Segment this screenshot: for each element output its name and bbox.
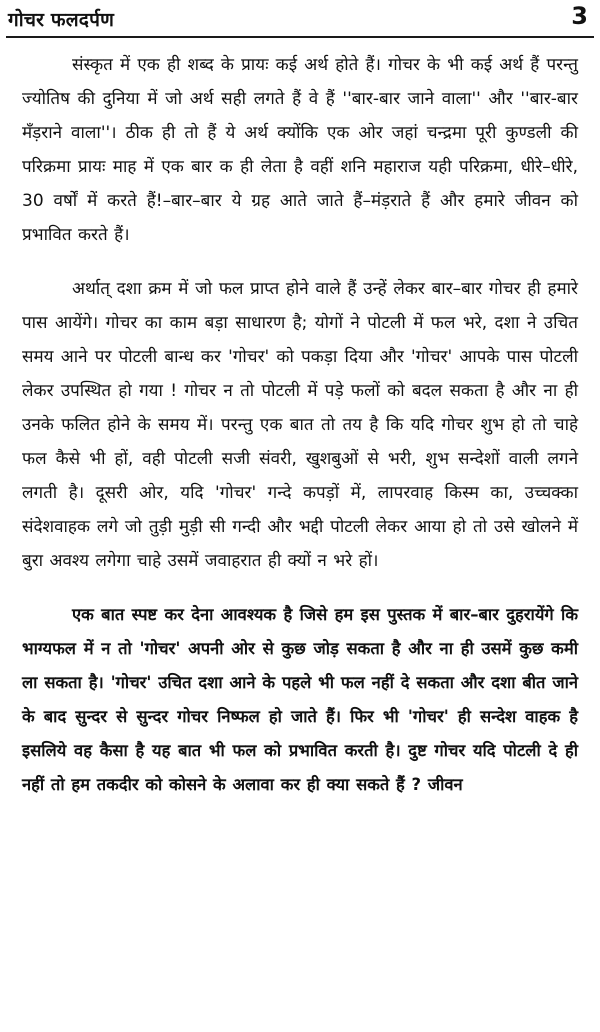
page-header [8,2,592,36]
body-text [22,48,578,802]
paragraph-3: एक बात स्पष्ट कर देना आवश्यक है जिसे हम इस पुस्तक में बार–बार दुहरायेंगे कि भाग्यफल में न तो 'गोचर' अपनी ओर से कुछ जोड़ सकता है और ना ही उसमें कुछ कमी ला सकता है। 'गोचर' उचित दशा आने के पहले भी फल नहीं दे सकता और दशा बीत जाने के बाद सुन्दर से सुन्दर गोचर निष्फल हो जाते हैं। फिर भी 'गोचर' ही सन्देश वाहक है इसलिये वह कैसा है यह बात भी फल को प्रभावित करती है। दुष्ट गोचर यदि पोटली दे ही नहीं तो हम तकदीर को कोसने के अलावा कर ही क्या सकते हैं ? जीवन [22,605,578,794]
page-number: 3 [571,2,588,30]
paragraph-2: अर्थात् दशा क्रम में जो फल प्राप्त होने वाले हैं उन्हें लेकर बार–बार गोचर ही हमारे पास आयेंगे। गोचर का काम बड़ा साधारण है; योगों ने पोटली में फल भरे, दशा ने उचित समय आने पर पोटली बान्ध कर 'गोचर' को पकड़ा दिया और 'गोचर' आपके पास पोटली लेकर उपस्थित हो गया ! गोचर न तो पोटली में पड़े फलों को बदल सकता है और ना ही उनके फलित होने के समय में। परन्तु एक बात तो तय है कि यदि गोचर शुभ हो तो चाहे फल कैसे भी हों, वही पोटली सजी संवरी, खुशबुओं से भरी, शुभ सन्देशों वाली लगने लगती है। दूसरी ओर, यदि 'गोचर' गन्दे कपड़ों में, लापरवाह किस्म का, उच्चक्का संदेशवाहक लगे जो तुड़ी मुड़ी सी गन्दी और भद्दी पोटली लेकर आया हो तो उसे खोलने में बुरा अवश्य लगेगा चाहे उसमें जवाहरात ही क्यों न भरे हों। [22,279,578,571]
header-rule [6,36,594,38]
paragraph-1: संस्कृत में एक ही शब्द के प्रायः कई अर्थ होते हैं। गोचर के भी कई अर्थ हैं परन्तु ज्योतिष की दुनिया में जो अर्थ सही लगते हैं वे हैं ''बार-बार जाने वाला'' और ''बार-बार मँड़राने वाला''। ठीक ही तो हैं ये अर्थ क्योंकि एक ओर जहां चन्द्रमा पूरी कुण्डली की परिक्रमा प्रायः माह में एक बार क ही लेता है वहीं शनि महाराज यही परिक्रमा, धीरे–धीरे, 30 वर्षों में करते हैं!–बार–बार ये ग्रह आते जाते हैं–मंड़राते हैं और हमारे जीवन को प्रभावित करते हैं। [22,55,578,245]
running-title: गोचर फलदर्पण [8,9,115,31]
